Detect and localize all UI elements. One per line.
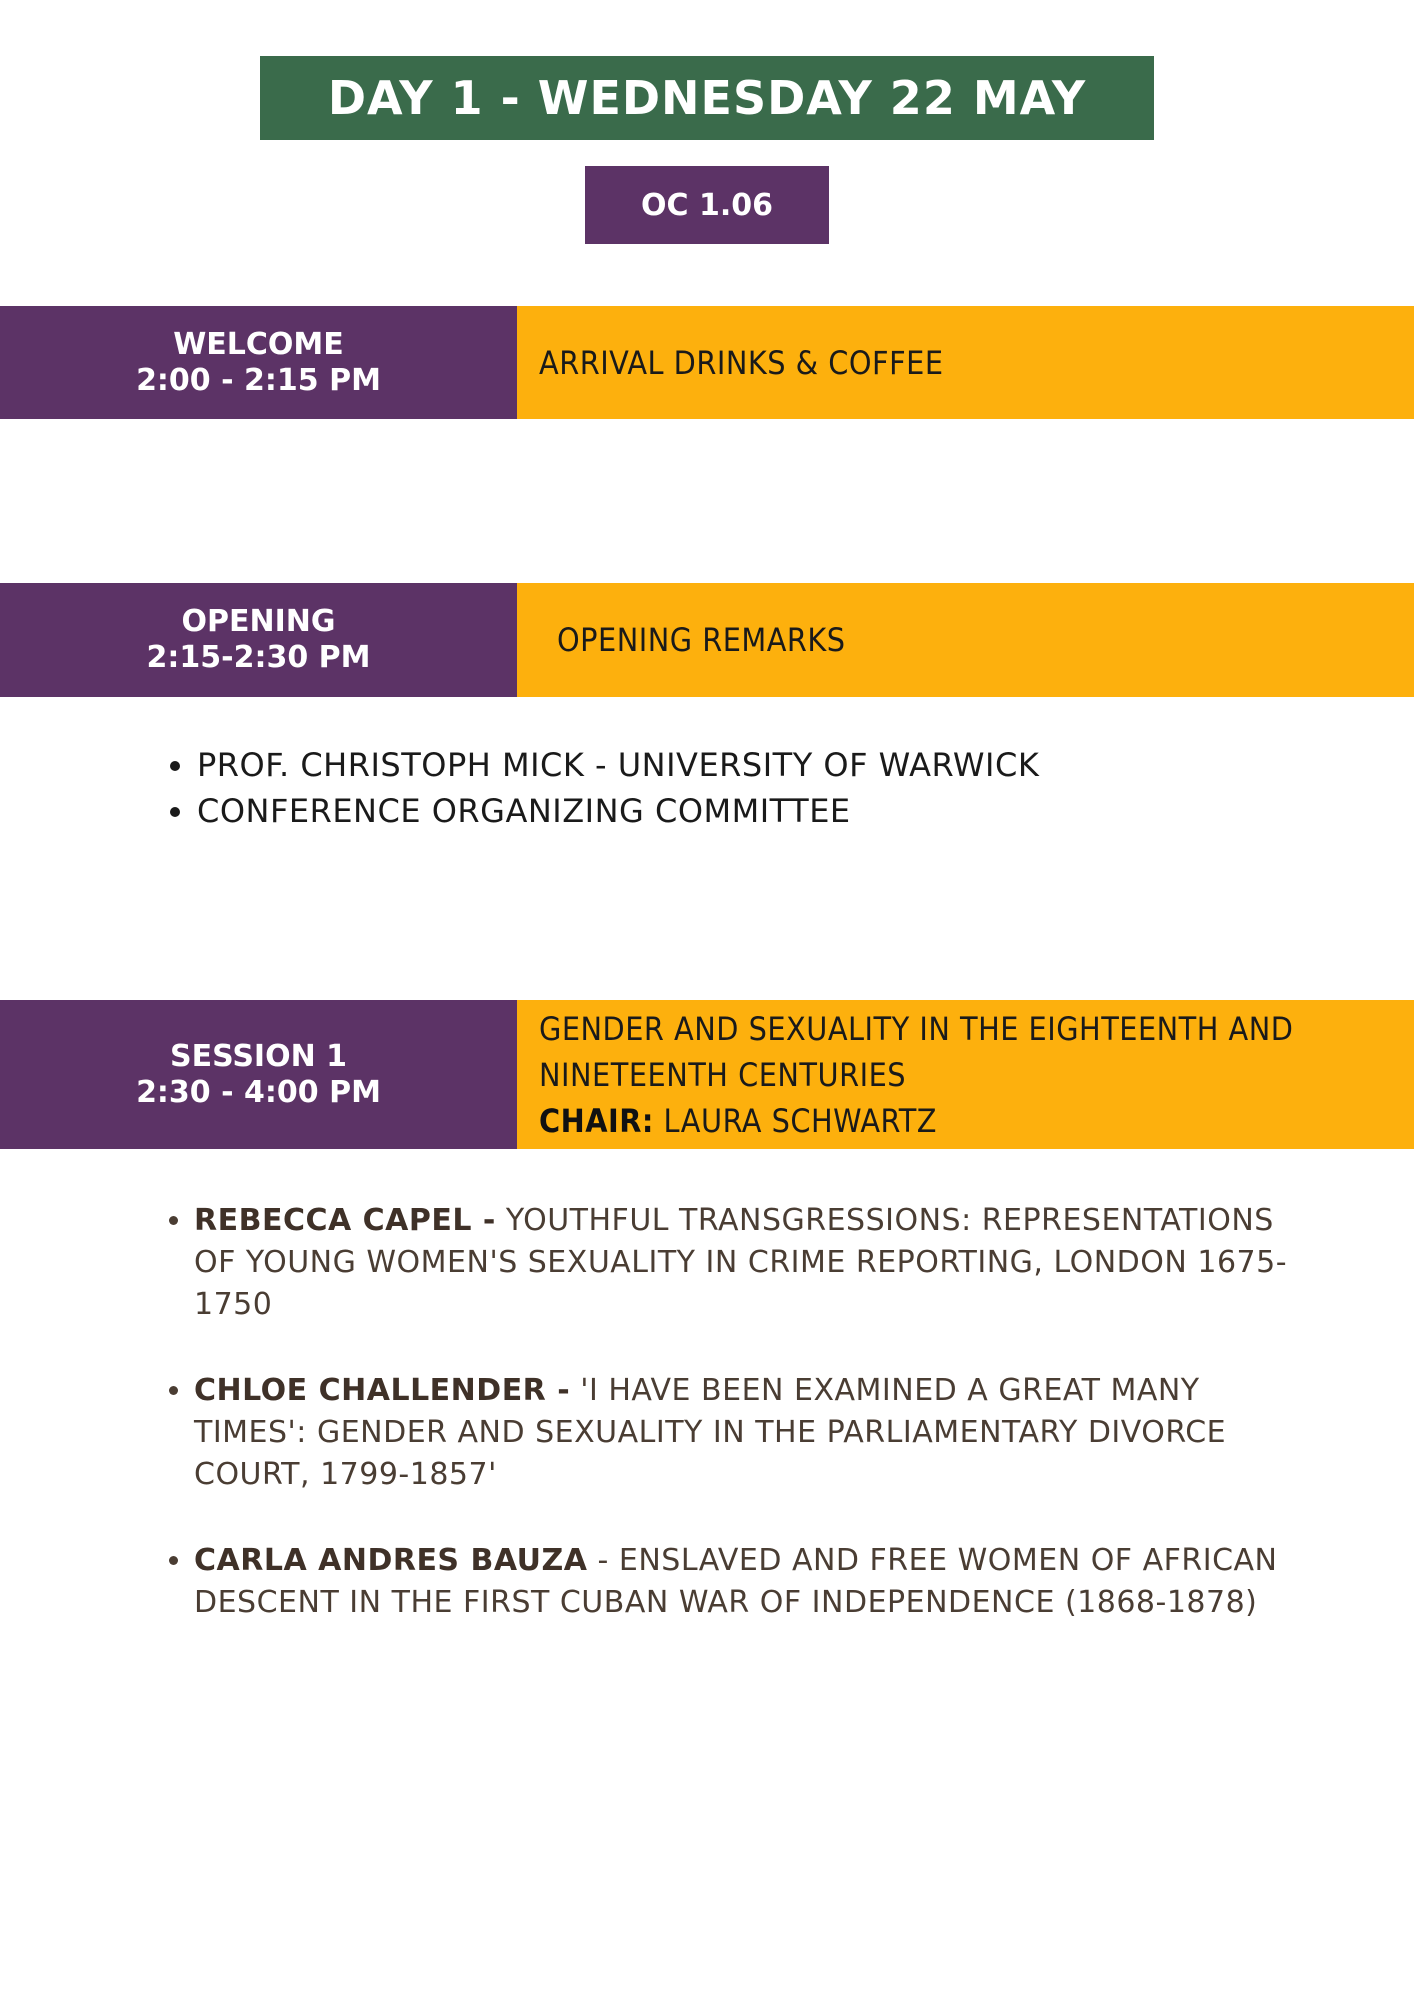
welcome-time: 2:00 - 2:15 PM <box>136 362 381 398</box>
session1-title-block <box>517 1000 1414 1149</box>
talk-speaker: CHLOE CHALLENDER - <box>194 1373 571 1408</box>
opening-label: OPENING <box>181 604 336 639</box>
talk-title: - ENSLAVED AND FREE WOMEN OF AFRICAN DESCENT IN THE FIRST CUBAN WAR OF INDEPENDENCE (1868-1878) <box>194 1543 1278 1620</box>
room-badge: OC 1.06 <box>585 166 829 244</box>
welcome-label: WELCOME <box>173 326 344 362</box>
session1-label: SESSION 1 <box>169 1038 348 1074</box>
list-item: • PROF. CHRISTOPH MICK - UNIVERSITY OF WARWICK <box>197 742 1039 788</box>
session1-title: GENDER AND SEXUALITY IN THE EIGHTEENTH AND NINETEENTH CENTURIES <box>539 1009 1294 1094</box>
day-title: DAY 1 - WEDNESDAY 22 MAY <box>260 56 1154 140</box>
welcome-label-block <box>0 306 517 419</box>
opening-description: OPENING REMARKS <box>557 621 846 659</box>
chair-name: LAURA SCHWARTZ <box>663 1101 938 1140</box>
session1-time: 2:30 - 4:00 PM <box>136 1074 381 1110</box>
talk-title: YOUTHFUL TRANSGRESSIONS: REPRESENTATIONS OF YOUNG WOMEN'S SEXUALITY IN CRIME REPORTING, LONDON 1675-1750 <box>194 1203 1288 1322</box>
session1-talk-list <box>160 1200 1304 1668</box>
session1-label-block <box>0 1000 517 1149</box>
chair-label: CHAIR: <box>539 1101 654 1140</box>
list-item: • CONFERENCE ORGANIZING COMMITTEE <box>197 788 1039 834</box>
welcome-description: ARRIVAL DRINKS & COFFEE <box>539 343 944 382</box>
list-item <box>194 1370 1304 1496</box>
talk-speaker: REBECCA CAPEL - <box>194 1203 496 1238</box>
welcome-band <box>0 306 1414 419</box>
session1-band <box>0 1000 1414 1149</box>
talk-title: 'I HAVE BEEN EXAMINED A GREAT MANY TIMES': GENDER AND SEXUALITY IN THE PARLIAMENTARY DIVORCE COURT, 1799-1857' <box>194 1373 1227 1492</box>
list-item <box>194 1200 1304 1326</box>
talk-speaker: CARLA ANDRES BAUZA <box>194 1543 588 1578</box>
opening-time: 2:15-2:30 PM <box>146 640 371 675</box>
list-item <box>194 1540 1304 1624</box>
opening-band <box>0 583 1414 697</box>
welcome-description-block <box>517 306 1414 419</box>
session1-chair <box>539 1098 1414 1144</box>
opening-label-block <box>0 583 517 697</box>
opening-description-block <box>517 583 1414 697</box>
opening-speaker-list <box>155 742 1039 834</box>
